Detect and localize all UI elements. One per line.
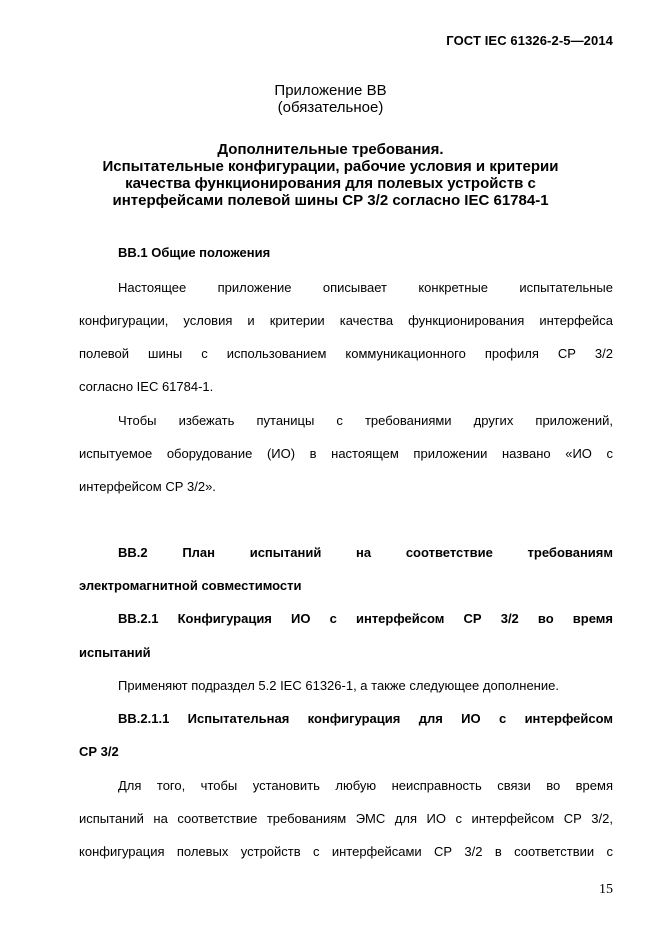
main-title-line: интерфейсами полевой шины СР 3/2 согласно IEC 61784-1 <box>112 192 549 209</box>
section-heading-bb211: ВВ.2.1.1 Испытательная конфигурация для ИО с интерфейсом <box>118 711 613 726</box>
page-number: 15 <box>599 882 613 897</box>
paragraph-line: интерфейсом СР 3/2». <box>79 479 216 494</box>
annex-title: Приложение ВВ <box>274 82 387 99</box>
section-heading-bb2: ВВ.2 План испытаний на соответствие требованиям <box>118 545 613 560</box>
paragraph-line: испытаний на соответствие требованиям ЭМС для ИО с интерфейсом СР 3/2, <box>79 811 613 826</box>
section-heading-bb21-cont: испытаний <box>79 645 151 660</box>
main-title-line: качества функционирования для полевых устройств с <box>125 175 536 192</box>
paragraph-line: согласно IEC 61784-1. <box>79 379 214 394</box>
main-title-line: Дополнительные требования. <box>217 141 444 158</box>
paragraph-line: Чтобы избежать путаницы с требованиями других приложений, <box>118 413 613 428</box>
paragraph-line: Настоящее приложение описывает конкретные испытательные <box>118 280 613 295</box>
paragraph-line: испытуемое оборудование (ИО) в настоящем приложении названо «ИО с <box>79 446 613 461</box>
section-heading-bb211-cont: СР 3/2 <box>79 744 119 759</box>
annex-status: (обязательное) <box>277 99 384 116</box>
paragraph-line: полевой шины с использованием коммуникационного профиля СР 3/2 <box>79 346 613 361</box>
standard-header: ГОСТ IEC 61326-2-5—2014 <box>446 33 613 48</box>
paragraph-line: конфигурация полевых устройств с интерфейсами СР 3/2 в соответствии с <box>79 844 613 859</box>
section-heading-bb1: ВВ.1 Общие положения <box>118 245 271 260</box>
main-title-line: Испытательные конфигурации, рабочие условия и критерии <box>102 158 559 175</box>
annex-main-title <box>60 141 601 209</box>
paragraph-line: Для того, чтобы установить любую неисправность связи во время <box>118 778 613 793</box>
section-heading-bb21: ВВ.2.1 Конфигурация ИО с интерфейсом СР 3/2 во время <box>118 611 613 626</box>
paragraph-line: конфигурации, условия и критерии качества функционирования интерфейса <box>79 313 613 328</box>
section-heading-bb2-cont: электромагнитной совместимости <box>79 578 302 593</box>
paragraph-line: Применяют подраздел 5.2 IEC 61326-1, а также следующее дополнение. <box>118 678 559 693</box>
